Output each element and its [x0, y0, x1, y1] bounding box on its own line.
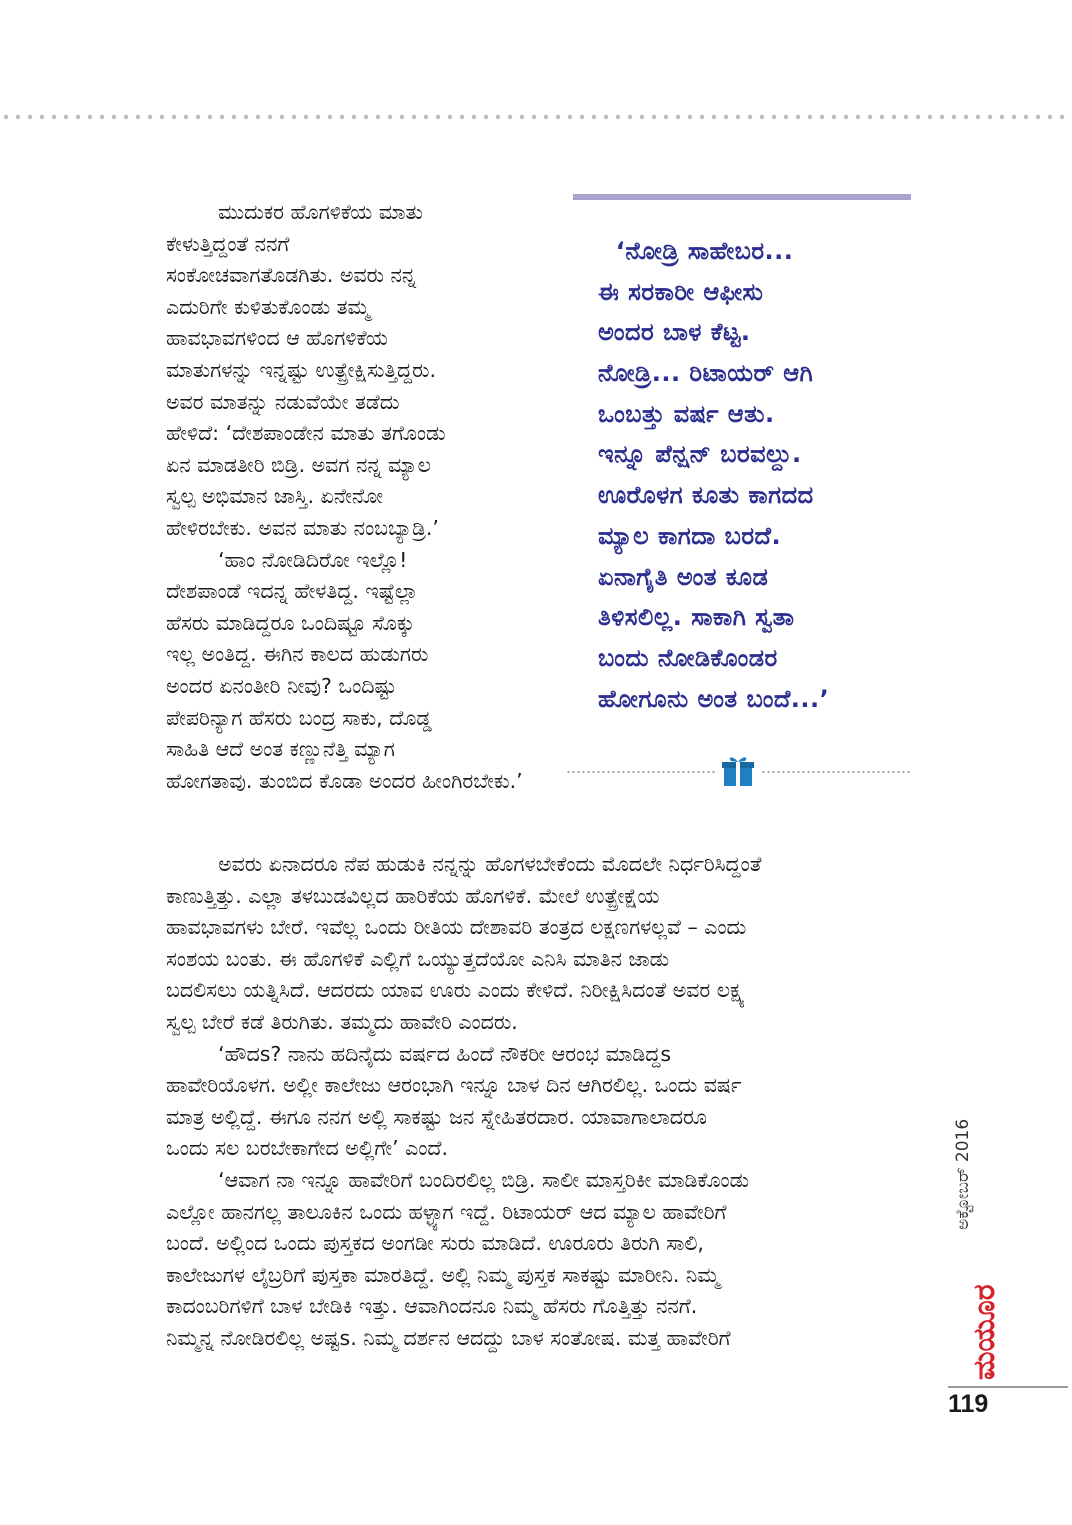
text-line: ಅಂದರ ಬಾಳ ಕೆಟ್ಟ. — [598, 318, 751, 347]
pull-quote-rule — [573, 194, 911, 200]
text-line: ಹೇಳಿದೆ: ‘ದೇಶಪಾಂಡೇನ ಮಾತು ತಗೊಂಡು — [166, 421, 446, 446]
text-line: ಇಲ್ಲ ಅಂತಿದ್ದ. ಈಗಿನ ಕಾಲದ ಹುಡುಗರು — [166, 642, 429, 667]
dotted-line-left — [566, 771, 716, 773]
text-line: ಈ ಸರಕಾರೀ ಆಫೀಸು — [598, 277, 764, 306]
text-line: ಸಂಶಯ ಬಂತು. ಈ ಹೊಗಳಿಕೆ ಎಲ್ಲಿಗೆ ಒಯ್ಯುತ್ತದೆಯೋ ಎನಿಸಿ ಮಾತಿನ ಜಾಡು — [166, 946, 670, 971]
text-line: ಬಂದೆ. ಅಲ್ಲಿಂದ ಒಂದು ಪುಸ್ತಕದ ಅಂಗಡೀ ಸುರು ಮಾಡಿದೆ. ಊರೂರು ತಿರುಗಿ ಸಾಲಿ, — [166, 1231, 704, 1256]
text-line: ಏನಾಗೈತಿ ಅಂತ ಕೂಡ — [598, 562, 769, 591]
text-line: ಮ್ಯಾಲ ಕಾಗದಾ ಬರದೆ. — [598, 521, 782, 550]
full-width-text — [166, 849, 910, 1355]
text-line: ಸಾಹಿತಿ ಆದೆ ಅಂತ ಕಣ್ಣುನೆತ್ತಿ ಮ್ಯಾಗ — [166, 737, 395, 762]
text-line: ‘ಆವಾಗ ನಾ ಇನ್ನೂ ಹಾವೇರಿಗೆ ಬಂದಿರಲಿಲ್ಲ ಬಿಡ್ರಿ. ಸಾಲೀ ಮಾಸ್ತರಿಕೀ ಮಾಡಿಕೊಂಡು — [166, 1167, 750, 1192]
text-line: ಹೇಳಿರಬೇಕು. ಅವನ ಮಾತು ನಂಬಬ್ಯಾಡ್ರಿ.’ — [166, 515, 439, 540]
top-dotted-divider — [0, 112, 1072, 122]
side-masthead — [940, 1080, 1002, 1380]
left-column-text — [166, 197, 566, 797]
issue-date: ಅಕ್ಟೋಬರ್ 2016 — [953, 1118, 973, 1230]
text-line: ‘ಹಾಂ ನೋಡಿದಿರೋ ಇಲ್ಲೊ! — [166, 547, 408, 572]
text-line: ಒಂಬತ್ತು ವರ್ಷ ಆತು. — [598, 399, 775, 428]
text-line: ಸಂಕೋಚವಾಗತೊಡಗಿತು. ಅವರು ನನ್ನ — [166, 263, 417, 288]
text-line: ಹೆಸರು ಮಾಡಿದ್ದರೂ ಒಂದಿಷ್ಟೂ ಸೊಕ್ಕು — [166, 610, 415, 635]
text-line: ಊರೊಳಗ ಕೂತು ಕಾಗದದ — [598, 481, 814, 510]
text-line: ಹಾವೇರಿಯೊಳಗ. ಅಲ್ಲೀ ಕಾಲೇಜು ಆರಂಭಾಗಿ ಇನ್ನೂ ಬಾಳ ದಿನ ಆಗಿರಲಿಲ್ಲ. ಒಂದು ವರ್ಷ — [166, 1073, 742, 1098]
text-line: ಸ್ವಲ್ಪ ಬೇರೆ ಕಡೆ ತಿರುಗಿತು. ತಮ್ಮದು ಹಾವೇರಿ ಎಂದರು. — [166, 1009, 518, 1034]
brand-logo: ಮಯೂರ — [967, 1284, 1002, 1380]
text-line: ಎಲ್ಲೋ ಹಾನಗಲ್ಲ ತಾಲೂಕಿನ ಒಂದು ಹಳ್ಳ್ಯಾಗ ಇದ್ದೆ. ರಿಟಾಯರ್ ಆದ ಮ್ಯಾಲ ಹಾವೇರಿಗೆ — [166, 1199, 727, 1224]
text-line: ಪೇಪರಿನ್ಯಾಗ ಹೆಸರು ಬಂದ್ರ ಸಾಕು, ದೊಡ್ಡ — [166, 705, 432, 730]
text-line: ಮಾತ್ರ ಅಲ್ಲಿದ್ದೆ. ಈಗೂ ನನಗ ಅಲ್ಲಿ ಸಾಕಷ್ಟು ಜನ ಸ್ನೇಹಿತರದಾರ. ಯಾವಾಗಾಲಾದರೂ — [166, 1104, 707, 1129]
gift-divider — [566, 755, 912, 787]
text-line: ಎದುರಿಗೇ ಕುಳಿತುಕೊಂಡು ತಮ್ಮ — [166, 294, 370, 319]
text-line: ‘ನೋಡ್ರಿ ಸಾಹೇಬರ... — [598, 237, 794, 265]
text-line: ನೋಡ್ರಿ... ರಿಟಾಯರ್ ಆಗಿ — [598, 359, 814, 388]
text-line: ಹಾವಭಾವಗಳಿಂದ ಆ ಹೊಗಳಿಕೆಯ — [166, 326, 388, 351]
text-line: ತಿಳಿಸಲಿಲ್ಲ. ಸಾಕಾಗಿ ಸ್ವತಾ — [598, 603, 795, 632]
text-line: ಏನ ಮಾಡತೀರಿ ಬಿಡ್ರಿ. ಅವಗ ನನ್ನ ಮ್ಯಾಲ — [166, 452, 431, 477]
text-line: ಸ್ವಲ್ಪ ಅಭಿಮಾನ ಜಾಸ್ತಿ. ಏನೇನೋ — [166, 484, 384, 509]
text-line: ಬಂದು ನೋಡಿಕೊಂಡರ — [598, 643, 778, 672]
text-line: ಹಾವಭಾವಗಳು ಬೇರೆ. ಇವೆಲ್ಲ ಒಂದು ರೀತಿಯ ದೇಶಾವರಿ ತಂತ್ರದ ಲಕ್ಷಣಗಳಲ್ಲವೆ – ಎಂದು — [166, 915, 747, 940]
dotted-line-right — [761, 771, 912, 773]
gift-icon — [721, 755, 755, 787]
text-line: ನಿಮ್ಮನ್ನ ನೋಡಿರಲಿಲ್ಲ ಅಷ್ಟs. ನಿಮ್ಮ ದರ್ಶನ ಆದದ್ದು ಬಾಳ ಸಂತೋಷ. ಮತ್ತ ಹಾವೇರಿಗೆ — [166, 1325, 731, 1350]
pull-quote-text — [598, 231, 908, 719]
text-line: ಒಂದು ಸಲ ಬರಬೇಕಾಗೇದ ಅಲ್ಲಿಗೇ’ ಎಂದೆ. — [166, 1136, 448, 1161]
page-number: 119 — [948, 1390, 989, 1418]
text-line: ಹೋಗತಾವು. ತುಂಬಿದ ಕೊಡಾ ಅಂದರ ಹೀಂಗಿರಬೇಕು.’ — [166, 768, 523, 793]
text-line: ‘ಹೌದs? ನಾನು ಹದಿನೈದು ವರ್ಷದ ಹಿಂದೆ ನೌಕರೀ ಆರಂಭ ಮಾಡಿದ್ದs — [166, 1041, 672, 1066]
text-line: ಹೋಗೂನು ಅಂತ ಬಂದೆ...’ — [598, 684, 830, 713]
text-line: ಕಾಲೇಜುಗಳ ಲೈಬ್ರರಿಗೆ ಪುಸ್ತಕಾ ಮಾರತಿದ್ದೆ. ಅಲ್ಲಿ ನಿಮ್ಮ ಪುಸ್ತಕ ಸಾಕಷ್ಟು ಮಾರೀನಿ. ನಿಮ್ಮ — [166, 1262, 720, 1287]
text-line: ಬದಲಿಸಲು ಯತ್ನಿಸಿದೆ. ಆದರದು ಯಾವ ಊರು ಎಂದು ಕೇಳಿದೆ. ನಿರೀಕ್ಷಿಸಿದಂತೆ ಅವರ ಲಕ್ಷ್ಯ — [166, 978, 745, 1003]
page-number-rule — [948, 1386, 1068, 1388]
text-line: ಇನ್ನೂ ಪೆನ್ಷನ್ ಬರವಲ್ದು. — [598, 440, 802, 469]
text-line: ಕಾದಂಬರಿಗಳಿಗೆ ಬಾಳ ಬೇಡಿಕಿ ಇತ್ತು. ಆವಾಗಿಂದನೂ ನಿಮ್ಮ ಹೆಸರು ಗೊತ್ತಿತ್ತು ನನಗೆ. — [166, 1294, 698, 1319]
text-line: ಮುದುಕರ ಹೊಗಳಿಕೆಯ ಮಾತು — [166, 200, 423, 224]
text-line: ಅವರ ಮಾತನ್ನು ನಡುವೆಯೇ ತಡೆದು — [166, 389, 400, 414]
text-line: ಕೇಳುತ್ತಿದ್ದಂತೆ ನನಗೆ — [166, 231, 290, 256]
text-line: ಕಾಣುತ್ತಿತ್ತು. ಎಲ್ಲಾ ತಳಬುಡವಿಲ್ಲದ ಹಾರಿಕೆಯ ಹೊಗಳಿಕೆ. ಮೇಲೆ ಉತ್ಪ್ರೇಕ್ಷೆಯ — [166, 883, 660, 908]
pull-quote — [573, 194, 911, 724]
text-line: ಅವರು ಏನಾದರೂ ನೆಪ ಹುಡುಕಿ ನನ್ನನ್ನು ಹೊಗಳಬೇಕೆಂದು ಮೊದಲೇ ನಿರ್ಧರಿಸಿದ್ದಂತೆ — [166, 852, 762, 876]
text-line: ಅಂದರ ಏನಂತೀರಿ ನೀವು? ಒಂದಿಷ್ಟು — [166, 673, 397, 698]
text-line: ದೇಶಪಾಂಡೆ ಇದನ್ನ ಹೇಳತಿದ್ದ. ಇಷ್ಟೆಲ್ಲಾ — [166, 579, 418, 604]
text-line: ಮಾತುಗಳನ್ನು ಇನ್ನಷ್ಟು ಉತ್ಪ್ರೇಕ್ಷಿಸುತ್ತಿದ್ದರು. — [166, 357, 437, 382]
